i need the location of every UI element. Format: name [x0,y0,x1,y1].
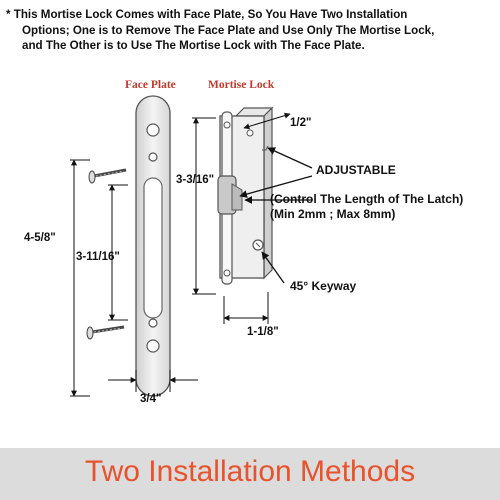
face-plate-label: Face Plate [125,79,176,91]
latch-control-callout: (Control The Length of The Latch) [270,192,464,206]
note-line-3: and The Other is to Use The Mortise Lock with The Face Plate. [22,39,365,52]
keyway-callout: 45° Keyway [290,279,357,293]
mortise-lock-label: Mortise Lock [208,79,275,91]
mortise-lock-body [218,108,272,284]
screw-hole-top [147,124,159,136]
dimension-latch-height: 3-3/16" [176,174,215,186]
latch-range-callout: (Min 2mm ; Max 8mm) [270,207,396,221]
banner-title: Two Installation Methods [84,455,416,488]
dimension-depth: 1-1/8" [247,326,279,338]
dimension-width-top: 1/2" [290,117,312,129]
note-line-1: * This Mortise Lock Comes with Face Plate, So You Have Two Installation [6,8,408,21]
screw-hole-bottom [147,340,159,352]
dimension-overall-height: 4-5/8" [24,232,56,244]
note-line-2: Options; One is to Remove The Face Plate and Use Only The Mortise Lock, [22,23,435,37]
adjustable-callout: ADJUSTABLE [316,163,396,177]
dimension-plate-width: 3/4" [140,393,162,405]
dimension-hole-spacing: 3-11/16" [76,251,120,263]
face-plate [136,96,170,396]
